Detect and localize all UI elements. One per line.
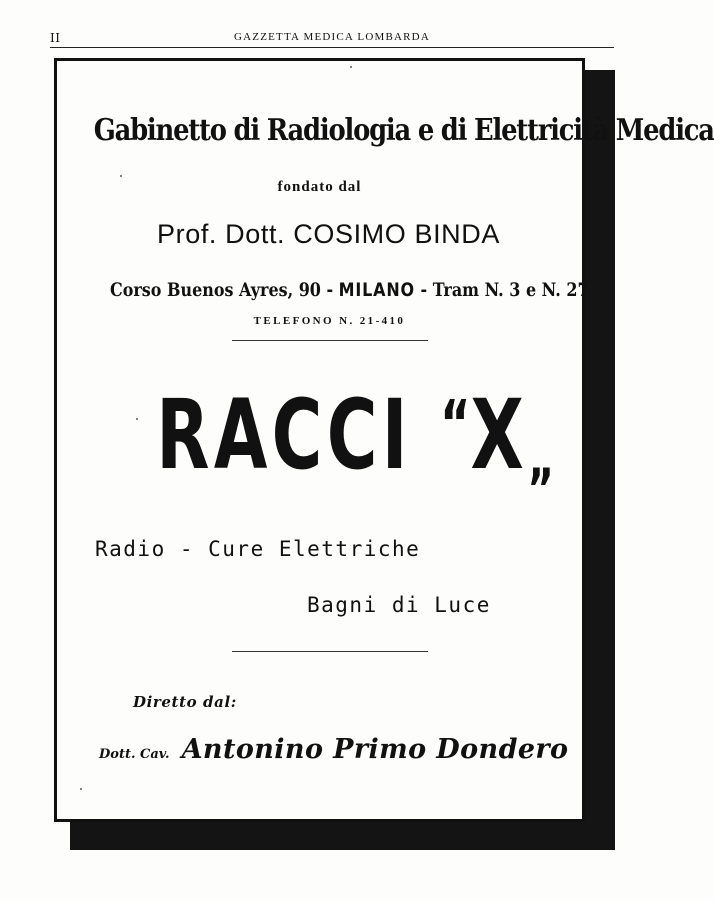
address-tram: - Tram N. 3 e N. 27 <box>414 279 589 301</box>
address-street: Corso Buenos Ayres, 90 - <box>110 279 339 301</box>
main-title-close-quote: „ <box>528 427 555 492</box>
phone-number: TELEFONO N. 21-410 <box>253 315 406 327</box>
services-line-1: Radio - Cure Elettriche <box>95 537 421 561</box>
divider-rule-top <box>232 340 428 341</box>
main-title-open-quote: “ <box>440 388 471 462</box>
print-speck <box>80 788 82 790</box>
directed-by-label: Diretto dal: <box>133 693 237 711</box>
main-title <box>156 379 555 492</box>
founded-by-label: fondato dal <box>277 179 362 195</box>
print-speck <box>120 175 122 177</box>
advertisement-frame <box>54 58 714 822</box>
address-line <box>110 279 589 301</box>
print-speck <box>136 418 138 420</box>
print-speck <box>350 66 352 68</box>
page-header <box>50 31 614 49</box>
header-rule <box>50 47 614 48</box>
director-line <box>99 734 582 765</box>
page-number: II <box>50 31 61 45</box>
main-title-word: RACCI <box>156 379 412 491</box>
address-city: MILANO <box>338 279 415 301</box>
services-line-2: Bagni di Luce <box>307 593 491 617</box>
divider-rule-bottom <box>232 651 428 652</box>
professor-name: Prof. Dott. COSIMO BINDA <box>157 219 500 249</box>
journal-title: GAZZETTA MEDICA LOMBARDA <box>234 31 430 43</box>
director-name: Antonino Primo Dondero <box>181 734 569 765</box>
director-title: Dott. Cav. <box>99 747 170 762</box>
main-title-letter: X <box>470 379 529 491</box>
advertisement-heading: Gabinetto di Radiologia e di Elettricità Medica <box>93 113 714 148</box>
